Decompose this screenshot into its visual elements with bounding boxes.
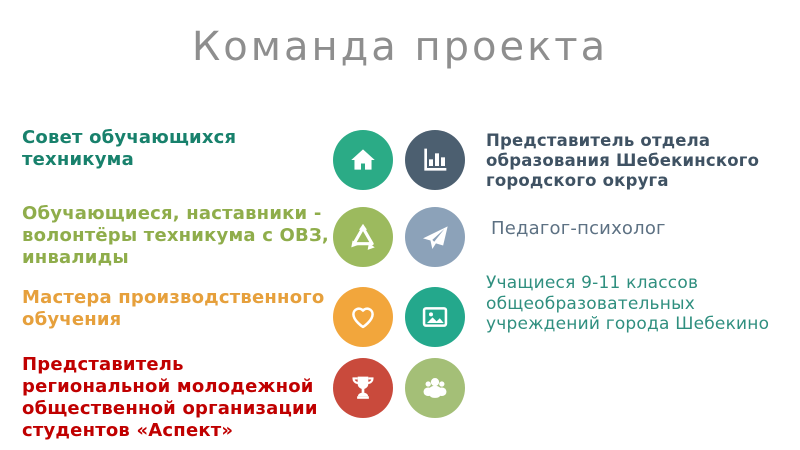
home-icon (347, 144, 379, 176)
paper-plane-icon-circle (405, 207, 465, 267)
image-icon (419, 301, 451, 333)
recycle-icon (347, 221, 379, 253)
heart-icon-circle (333, 287, 393, 347)
bar-chart-icon (419, 144, 451, 176)
left-item-training-masters: Мастера производственного обучения (22, 287, 325, 330)
image-icon-circle (405, 287, 465, 347)
right-item-pedagogue-psychologist: Педагог-психолог (491, 218, 666, 239)
right-item-education-dept-representative: Представитель отдела образования Шебекинского городского округа (486, 131, 760, 190)
trophy-icon (347, 372, 379, 404)
home-icon-circle (333, 130, 393, 190)
right-item-school-students: Учащиеся 9-11 классов общеобразовательных учреждений города Шебекино (486, 273, 770, 334)
paper-plane-icon (419, 221, 451, 253)
people-icon (419, 372, 451, 404)
left-item-student-council: Совет обучающихся техникума (22, 127, 237, 170)
heart-icon (347, 301, 379, 333)
left-item-aspekt-representative: Представитель региональной молодежной общественной организации студентов «Аспект» (22, 354, 318, 441)
recycle-icon-circle (333, 207, 393, 267)
left-item-students-volunteers: Обучающиеся, наставники - волонтёры техникума с ОВЗ, инвалиды (22, 203, 329, 268)
trophy-icon-circle (333, 358, 393, 418)
page-title: Команда проекта (191, 24, 609, 70)
people-icon-circle (405, 358, 465, 418)
bar-chart-icon-circle (405, 130, 465, 190)
